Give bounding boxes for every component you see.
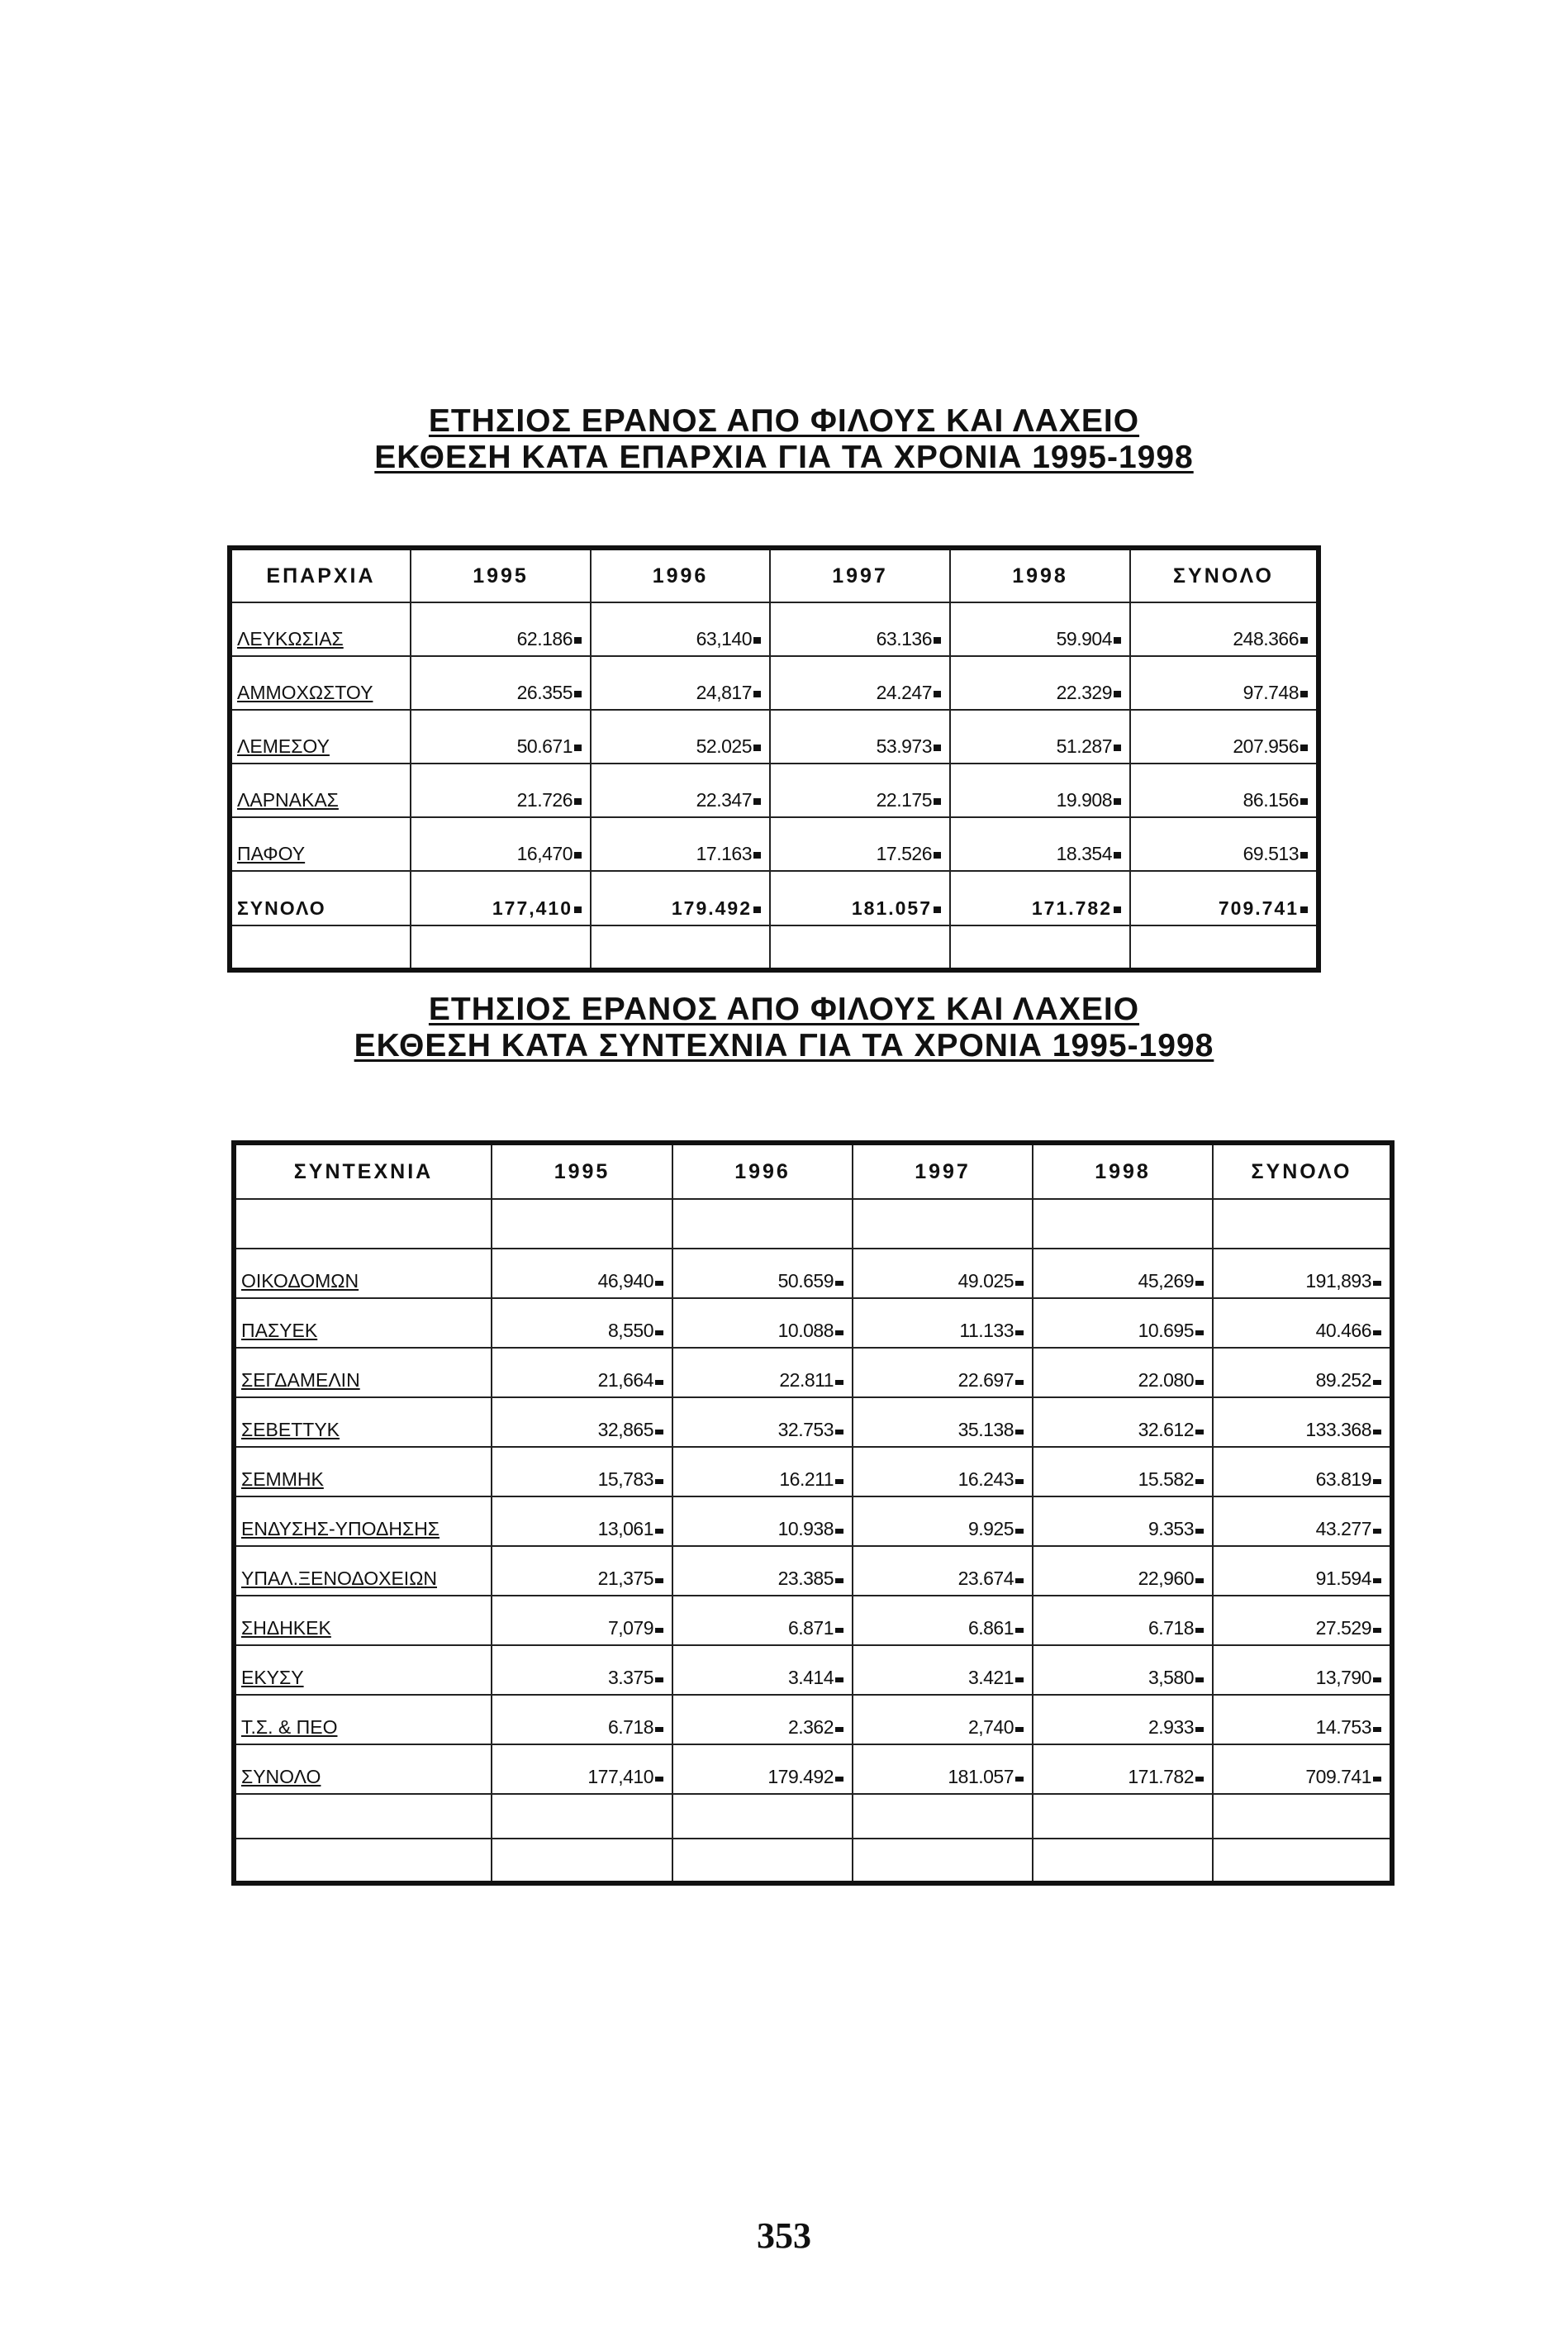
total-row <box>230 871 1319 925</box>
value-1998: 59.904 <box>950 602 1130 656</box>
district-table <box>227 545 1321 973</box>
value-1996: 32.753 <box>672 1397 853 1447</box>
value-1998: 15.582 <box>1033 1447 1213 1496</box>
value-1996: 10.088 <box>672 1298 853 1348</box>
value-total: 248.366 <box>1130 602 1319 656</box>
union-table-header-row <box>234 1143 1392 1199</box>
header-1995: 1995 <box>411 548 591 602</box>
row-label: ΥΠΑΛ.ΞΕΝΟΔΟΧΕΙΩΝ <box>234 1546 492 1596</box>
table-row <box>234 1496 1392 1546</box>
value-1995: 46,940 <box>492 1249 672 1298</box>
table-row <box>230 710 1319 764</box>
value-1998: 2.933 <box>1033 1695 1213 1744</box>
value-total: 97.748 <box>1130 656 1319 710</box>
value-1998: 32.612 <box>1033 1397 1213 1447</box>
value-total: 709.741 <box>1130 871 1319 925</box>
value-total: 207.956 <box>1130 710 1319 764</box>
value-1995: 21,664 <box>492 1348 672 1397</box>
header-1997: 1997 <box>770 548 950 602</box>
row-label: ΑΜΜΟΧΩΣΤΟΥ <box>230 656 411 710</box>
value-total: 14.753 <box>1213 1695 1392 1744</box>
district-empty-row <box>230 925 1319 970</box>
empty-cell <box>1033 1199 1213 1249</box>
value-1997: 53.973 <box>770 710 950 764</box>
section2-title-line2: ΕΚΘΕΣΗ ΚΑΤΑ ΣΥΝΤΕΧΝΙΑ ΓΙΑ ΤΑ ΧΡΟΝΙΑ 1995-1998 <box>354 1028 1214 1063</box>
value-total: 13,790 <box>1213 1645 1392 1695</box>
empty-cell <box>492 1199 672 1249</box>
header-total: ΣΥΝΟΛΟ <box>1130 548 1319 602</box>
value-1996: 50.659 <box>672 1249 853 1298</box>
header-district: ΕΠΑΡΧΙΑ <box>230 548 411 602</box>
value-total: 89.252 <box>1213 1348 1392 1397</box>
value-1996: 16.211 <box>672 1447 853 1496</box>
header-1995: 1995 <box>492 1143 672 1199</box>
value-1996: 179.492 <box>672 1744 853 1794</box>
value-1996: 2.362 <box>672 1695 853 1744</box>
row-label: ΣΥΝΟΛΟ <box>234 1744 492 1794</box>
row-label: ΠΑΦΟΥ <box>230 817 411 871</box>
table-row <box>234 1744 1392 1794</box>
value-1998: 9.353 <box>1033 1496 1213 1546</box>
header-1996: 1996 <box>591 548 770 602</box>
value-1996: 23.385 <box>672 1546 853 1596</box>
value-1997: 22.175 <box>770 764 950 817</box>
union-empty-row <box>234 1839 1392 1883</box>
row-label: ΛΑΡΝΑΚΑΣ <box>230 764 411 817</box>
row-label: ΣΥΝΟΛΟ <box>230 871 411 925</box>
value-1998: 22,960 <box>1033 1546 1213 1596</box>
value-1996: 3.414 <box>672 1645 853 1695</box>
empty-cell <box>672 1794 853 1839</box>
value-1998: 171.782 <box>950 871 1130 925</box>
value-1996: 52.025 <box>591 710 770 764</box>
header-total: ΣΥΝΟΛΟ <box>1213 1143 1392 1199</box>
table-row <box>234 1645 1392 1695</box>
empty-cell <box>492 1839 672 1883</box>
value-1998: 51.287 <box>950 710 1130 764</box>
value-total: 191,893 <box>1213 1249 1392 1298</box>
union-empty-row <box>234 1199 1392 1249</box>
value-total: 27.529 <box>1213 1596 1392 1645</box>
row-label: ΕΚΥΣΥ <box>234 1645 492 1695</box>
value-1997: 181.057 <box>853 1744 1033 1794</box>
value-1995: 177,410 <box>411 871 591 925</box>
row-label: ΠΑΣΥΕΚ <box>234 1298 492 1348</box>
union-table <box>231 1140 1395 1886</box>
value-1995: 15,783 <box>492 1447 672 1496</box>
row-label: Τ.Σ. & ΠΕΟ <box>234 1695 492 1744</box>
value-1998: 45,269 <box>1033 1249 1213 1298</box>
empty-cell <box>234 1839 492 1883</box>
header-union: ΣΥΝΤΕΧΝΙΑ <box>234 1143 492 1199</box>
value-1996: 63,140 <box>591 602 770 656</box>
value-total: 43.277 <box>1213 1496 1392 1546</box>
empty-cell <box>492 1794 672 1839</box>
empty-cell <box>672 1839 853 1883</box>
table-row <box>234 1298 1392 1348</box>
empty-cell <box>411 925 591 970</box>
table-row <box>234 1447 1392 1496</box>
value-1997: 23.674 <box>853 1546 1033 1596</box>
table-row <box>234 1397 1392 1447</box>
row-label: ΕΝΔΥΣΗΣ-ΥΠΟΔΗΣΗΣ <box>234 1496 492 1546</box>
page-number: 353 <box>757 2215 811 2256</box>
value-1995: 8,550 <box>492 1298 672 1348</box>
value-1996: 22.347 <box>591 764 770 817</box>
value-1997: 9.925 <box>853 1496 1033 1546</box>
section1-title-line1: ΕΤΗΣΙΟΣ ΕΡΑΝΟΣ ΑΠΟ ΦΙΛΟΥΣ ΚΑΙ ΛΑΧΕΙΟ <box>428 403 1140 439</box>
value-1997: 11.133 <box>853 1298 1033 1348</box>
row-label: ΛΕΜΕΣΟΥ <box>230 710 411 764</box>
row-label: ΣΗΔΗΚΕΚ <box>234 1596 492 1645</box>
header-1998: 1998 <box>950 548 1130 602</box>
table-row <box>234 1695 1392 1744</box>
row-label: ΣΕΓΔΑΜΕΛΙΝ <box>234 1348 492 1397</box>
value-1997: 181.057 <box>770 871 950 925</box>
value-1997: 6.861 <box>853 1596 1033 1645</box>
value-1998: 22.080 <box>1033 1348 1213 1397</box>
value-total: 63.819 <box>1213 1447 1392 1496</box>
value-1995: 16,470 <box>411 817 591 871</box>
value-1995: 3.375 <box>492 1645 672 1695</box>
value-1998: 3,580 <box>1033 1645 1213 1695</box>
value-1997: 22.697 <box>853 1348 1033 1397</box>
value-1998: 22.329 <box>950 656 1130 710</box>
value-1998: 6.718 <box>1033 1596 1213 1645</box>
value-1998: 19.908 <box>950 764 1130 817</box>
table-row <box>230 817 1319 871</box>
value-total: 709.741 <box>1213 1744 1392 1794</box>
value-total: 40.466 <box>1213 1298 1392 1348</box>
header-1996: 1996 <box>672 1143 853 1199</box>
value-1995: 13,061 <box>492 1496 672 1546</box>
table-row <box>230 764 1319 817</box>
empty-cell <box>230 925 411 970</box>
table-row <box>234 1596 1392 1645</box>
value-1995: 6.718 <box>492 1695 672 1744</box>
value-1996: 17.163 <box>591 817 770 871</box>
empty-cell <box>1130 925 1319 970</box>
value-1995: 32,865 <box>492 1397 672 1447</box>
value-1997: 35.138 <box>853 1397 1033 1447</box>
row-label: ΣΕΜΜΗΚ <box>234 1447 492 1496</box>
district-table-header-row <box>230 548 1319 602</box>
value-1995: 26.355 <box>411 656 591 710</box>
value-1997: 16.243 <box>853 1447 1033 1496</box>
header-1998: 1998 <box>1033 1143 1213 1199</box>
value-1995: 50.671 <box>411 710 591 764</box>
value-1995: 177,410 <box>492 1744 672 1794</box>
value-1995: 62.186 <box>411 602 591 656</box>
value-total: 86.156 <box>1130 764 1319 817</box>
value-1997: 63.136 <box>770 602 950 656</box>
value-1997: 49.025 <box>853 1249 1033 1298</box>
empty-cell <box>672 1199 853 1249</box>
value-total: 91.594 <box>1213 1546 1392 1596</box>
table-row <box>234 1348 1392 1397</box>
union-empty-row <box>234 1794 1392 1839</box>
section1-title-line2: ΕΚΘΕΣΗ ΚΑΤΑ ΕΠΑΡΧΙΑ ΓΙΑ ΤΑ ΧΡΟΝΙΑ 1995-1998 <box>374 440 1194 475</box>
empty-cell <box>1213 1839 1392 1883</box>
value-1997: 2,740 <box>853 1695 1033 1744</box>
empty-cell <box>770 925 950 970</box>
value-1995: 21.726 <box>411 764 591 817</box>
section2-title-line1: ΕΤΗΣΙΟΣ ΕΡΑΝΟΣ ΑΠΟ ΦΙΛΟΥΣ ΚΑΙ ΛΑΧΕΙΟ <box>428 992 1140 1027</box>
table-row <box>234 1249 1392 1298</box>
empty-cell <box>1033 1839 1213 1883</box>
table-row <box>234 1546 1392 1596</box>
empty-cell <box>234 1199 492 1249</box>
value-1996: 6.871 <box>672 1596 853 1645</box>
value-1998: 18.354 <box>950 817 1130 871</box>
row-label: ΣΕΒΕΤΤΥΚ <box>234 1397 492 1447</box>
row-label: ΛΕΥΚΩΣΙΑΣ <box>230 602 411 656</box>
value-total: 69.513 <box>1130 817 1319 871</box>
empty-cell <box>591 925 770 970</box>
value-1996: 10.938 <box>672 1496 853 1546</box>
empty-cell <box>853 1794 1033 1839</box>
value-1997: 24.247 <box>770 656 950 710</box>
value-1996: 24,817 <box>591 656 770 710</box>
header-1997: 1997 <box>853 1143 1033 1199</box>
empty-cell <box>1033 1794 1213 1839</box>
value-1997: 3.421 <box>853 1645 1033 1695</box>
value-1995: 21,375 <box>492 1546 672 1596</box>
empty-cell <box>853 1839 1033 1883</box>
table-row <box>230 656 1319 710</box>
empty-cell <box>853 1199 1033 1249</box>
value-1998: 10.695 <box>1033 1298 1213 1348</box>
value-1996: 179.492 <box>591 871 770 925</box>
value-1996: 22.811 <box>672 1348 853 1397</box>
empty-cell <box>1213 1199 1392 1249</box>
empty-cell <box>234 1794 492 1839</box>
empty-cell <box>1213 1794 1392 1839</box>
value-1995: 7,079 <box>492 1596 672 1645</box>
table-row <box>230 602 1319 656</box>
row-label: ΟΙΚΟΔΟΜΩΝ <box>234 1249 492 1298</box>
empty-cell <box>950 925 1130 970</box>
value-total: 133.368 <box>1213 1397 1392 1447</box>
value-1998: 171.782 <box>1033 1744 1213 1794</box>
value-1997: 17.526 <box>770 817 950 871</box>
